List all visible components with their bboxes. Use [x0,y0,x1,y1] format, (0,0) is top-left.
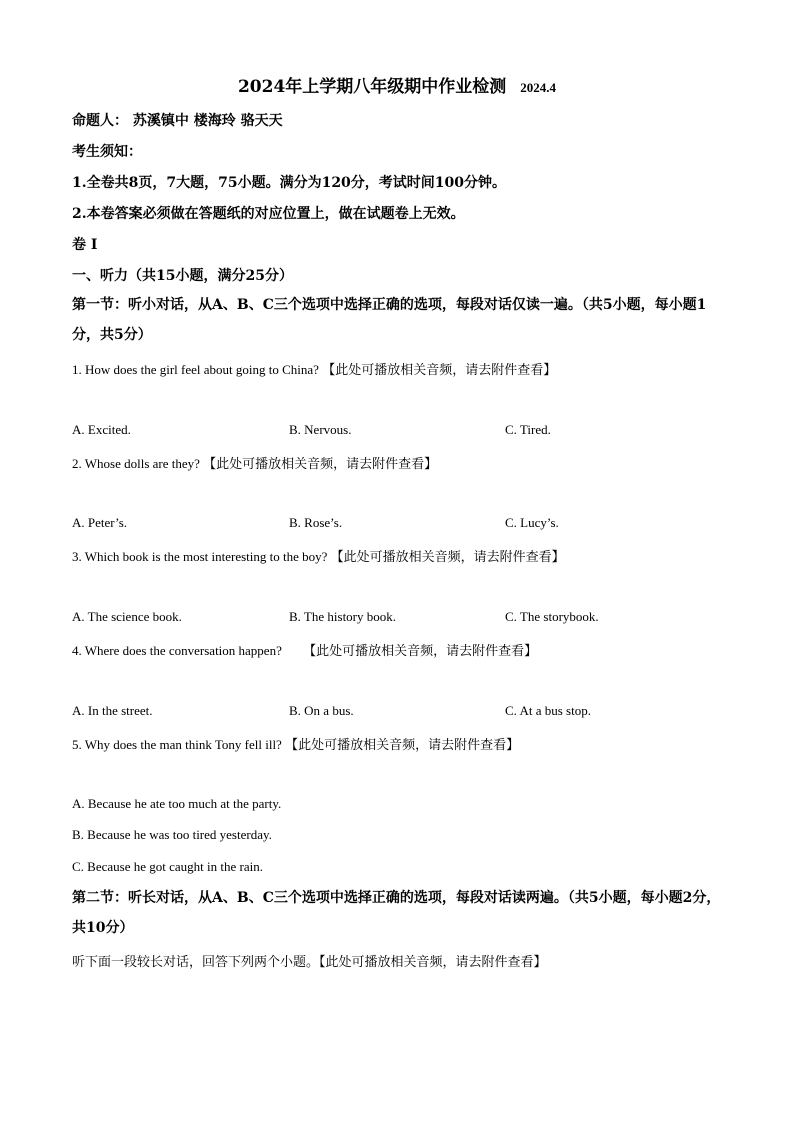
q1-option-a: A. Excited. [72,422,131,437]
q4-option-b: B. On a bus. [289,703,354,718]
question-5-stem: 5. Why does the man think Tony fell ill? [72,737,282,752]
q1-option-c: C. Tired. [505,422,551,437]
title-date: 2024.4 [520,80,557,95]
q2-option-b: B. Rose’s. [289,515,343,530]
section2-instructions: 第二节：听长对话，从A、B、C三个选项中选择正确的选项，每段对话读两遍。（共5小题，每小题2分，共10分） [72,890,721,936]
question-1 [72,359,556,378]
q1-option-b: B. Nervous. [289,422,352,437]
part1-heading: 一、听力（共15小题，满分25分） [72,268,293,284]
q4-option-a: A. In the street. [72,703,153,718]
question-4 [72,640,537,659]
question-5 [72,734,519,753]
notice-item-1: 1.全卷共8页，7大题，75小题。满分为120分，考试时间100分钟。 [72,175,507,191]
q5-option-b: B. Because he was too tired yesterday. [72,827,272,842]
volume-label: 卷 I [72,237,98,253]
q3-option-b: B. The history book. [289,609,397,624]
question-3-stem: 3. Which book is the most interesting to the boy? [72,549,328,564]
q4-option-c: C. At a bus stop. [505,703,591,718]
authors-line: 命题人： 苏溪镇中 楼海玲 骆天天 [72,113,283,129]
audio-note-2: 【此处可播放相关音频，请去附件查看】 [203,457,438,472]
audio-note-5: 【此处可播放相关音频，请去附件查看】 [285,738,520,753]
question-1-stem: 1. How does the girl feel about going to China? [72,362,319,377]
notice-heading: 考生须知： [72,144,142,160]
audio-note-3: 【此处可播放相关音频，请去附件查看】 [330,550,565,565]
question-2-stem: 2. Whose dolls are they? [72,456,200,471]
question-3 [72,546,565,565]
page-title [0,72,794,97]
q5-option-a: A. Because he ate too much at the party. [72,796,282,811]
notice-item-2: 2.本卷答案必须做在答题纸的对应位置上，做在试题卷上无效。 [72,206,465,222]
audio-note-4: 【此处可播放相关音频，请去附件查看】 [303,644,538,659]
q3-option-c: C. The storybook. [505,609,599,624]
audio-note-1: 【此处可播放相关音频，请去附件查看】 [322,363,557,378]
q3-option-a: A. The science book. [72,609,182,624]
title-text: 2024年上学期八年级期中作业检测 [237,77,507,97]
question-2 [72,453,437,472]
long-dialog-intro: 听下面一段较长对话，回答下列两个小题。【此处可播放相关音频，请去附件查看】 [72,955,547,970]
q2-option-c: C. Lucy’s. [505,515,559,530]
section1-instructions: 第一节：听小对话，从A、B、C三个选项中选择正确的选项，每段对话仅读一遍。（共5小题，每小题1分，共5分） [72,297,707,343]
question-4-stem: 4. Where does the conversation happen? [72,643,282,658]
q2-option-a: A. Peter’s. [72,515,128,530]
q5-option-c: C. Because he got caught in the rain. [72,859,263,874]
